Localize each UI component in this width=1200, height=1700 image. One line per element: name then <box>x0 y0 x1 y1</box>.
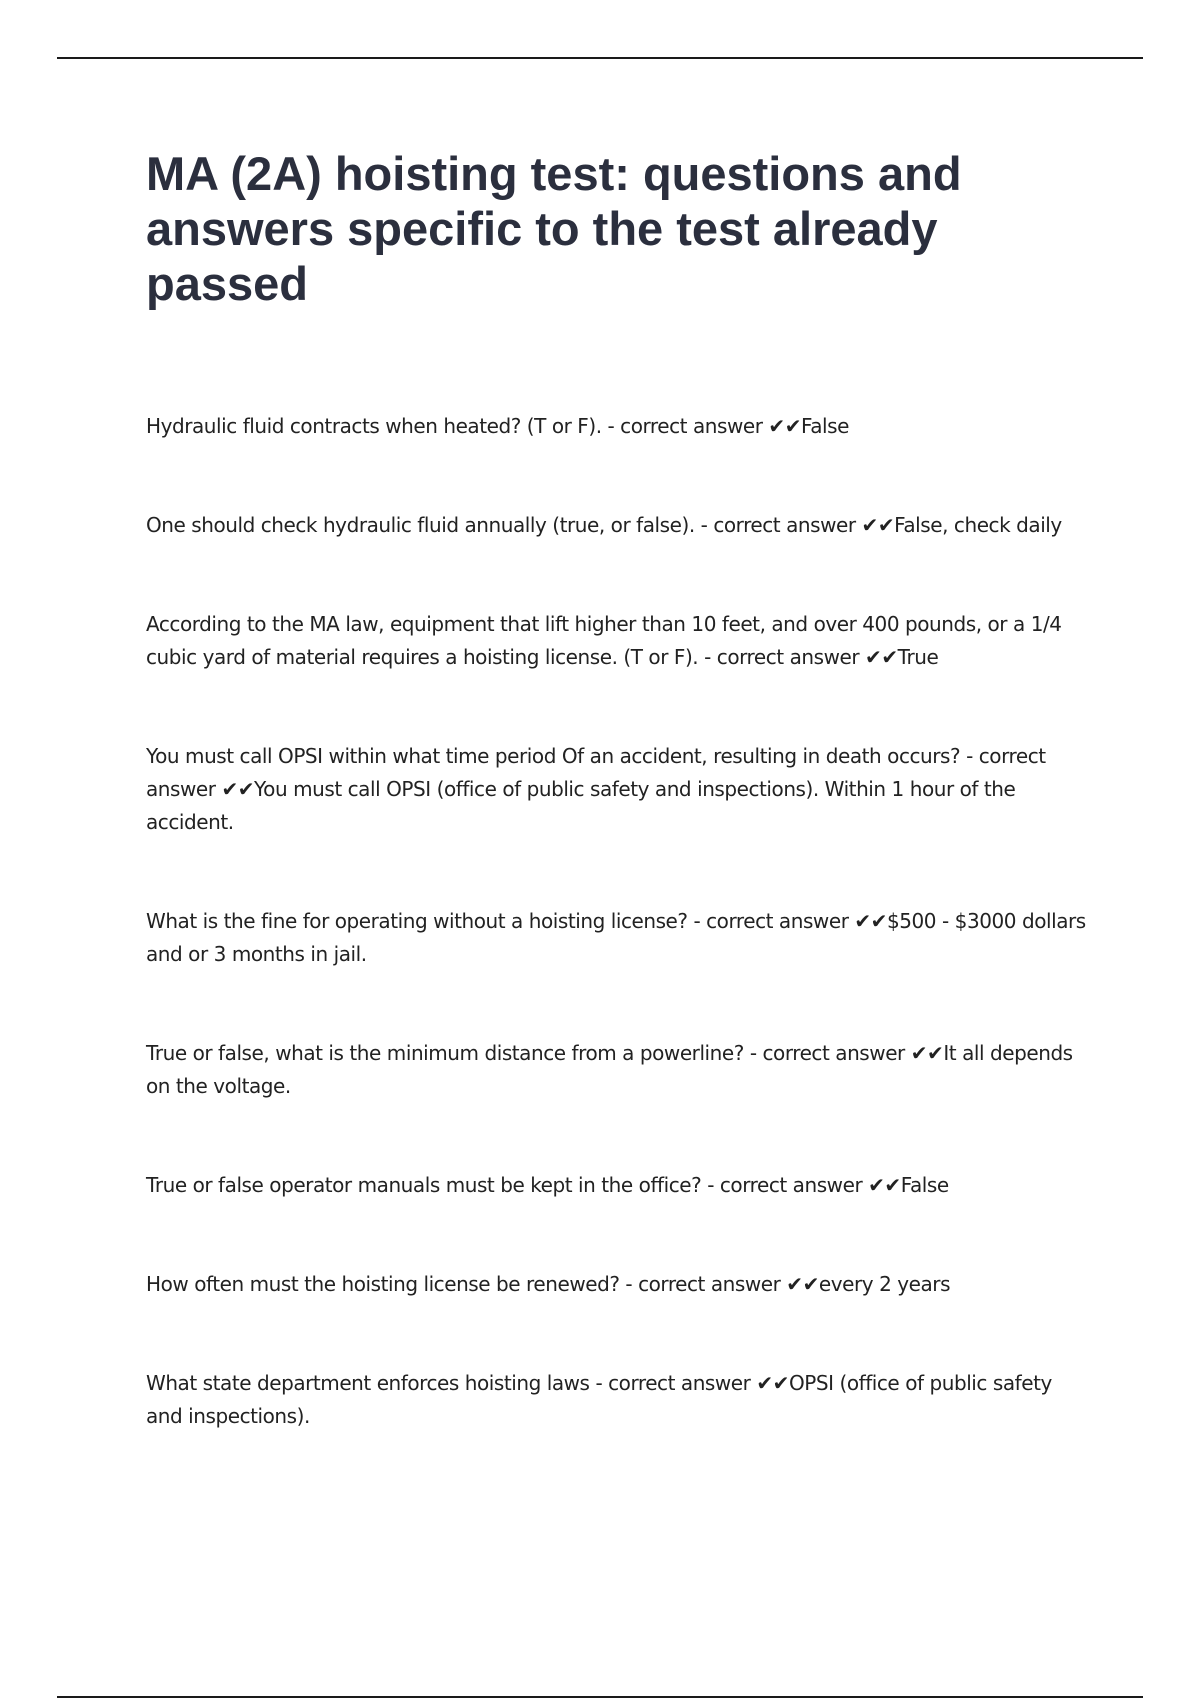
qa-item: Hydraulic fluid contracts when heated? (T or F). - correct answer ✔✔False <box>146 414 849 438</box>
qa-list <box>146 410 1086 1499</box>
qa-item: What is the fine for operating without a hoisting license? - correct answer ✔✔$500 - $3000 dollars and or 3 months in jail. <box>146 909 1086 966</box>
qa-item: True or false, what is the minimum distance from a powerline? - correct answer ✔✔It all depends on the voltage. <box>146 1041 1073 1098</box>
qa-item: One should check hydraulic fluid annually (true, or false). - correct answer ✔✔False, check daily <box>146 513 1062 537</box>
qa-item: How often must the hoisting license be renewed? - correct answer ✔✔every 2 years <box>146 1272 951 1296</box>
top-rule <box>57 57 1143 59</box>
qa-item: You must call OPSI within what time period Of an accident, resulting in death occurs? - correct answer ✔✔You must call OPSI (office of public safety and inspections). Within 1 hour of the accident. <box>146 744 1046 834</box>
qa-item: True or false operator manuals must be kept in the office? - correct answer ✔✔False <box>146 1173 949 1197</box>
bottom-rule <box>57 1696 1143 1698</box>
document-title: MA (2A) hoisting test: questions and answers specific to the test already passed <box>146 147 962 310</box>
qa-item: What state department enforces hoisting laws - correct answer ✔✔OPSI (office of public safety and inspections). <box>146 1371 1052 1428</box>
qa-item: According to the MA law, equipment that lift higher than 10 feet, and over 400 pounds, or a 1/4 cubic yard of material requires a hoisting license. (T or F). - correct answer ✔✔True <box>146 612 1062 669</box>
